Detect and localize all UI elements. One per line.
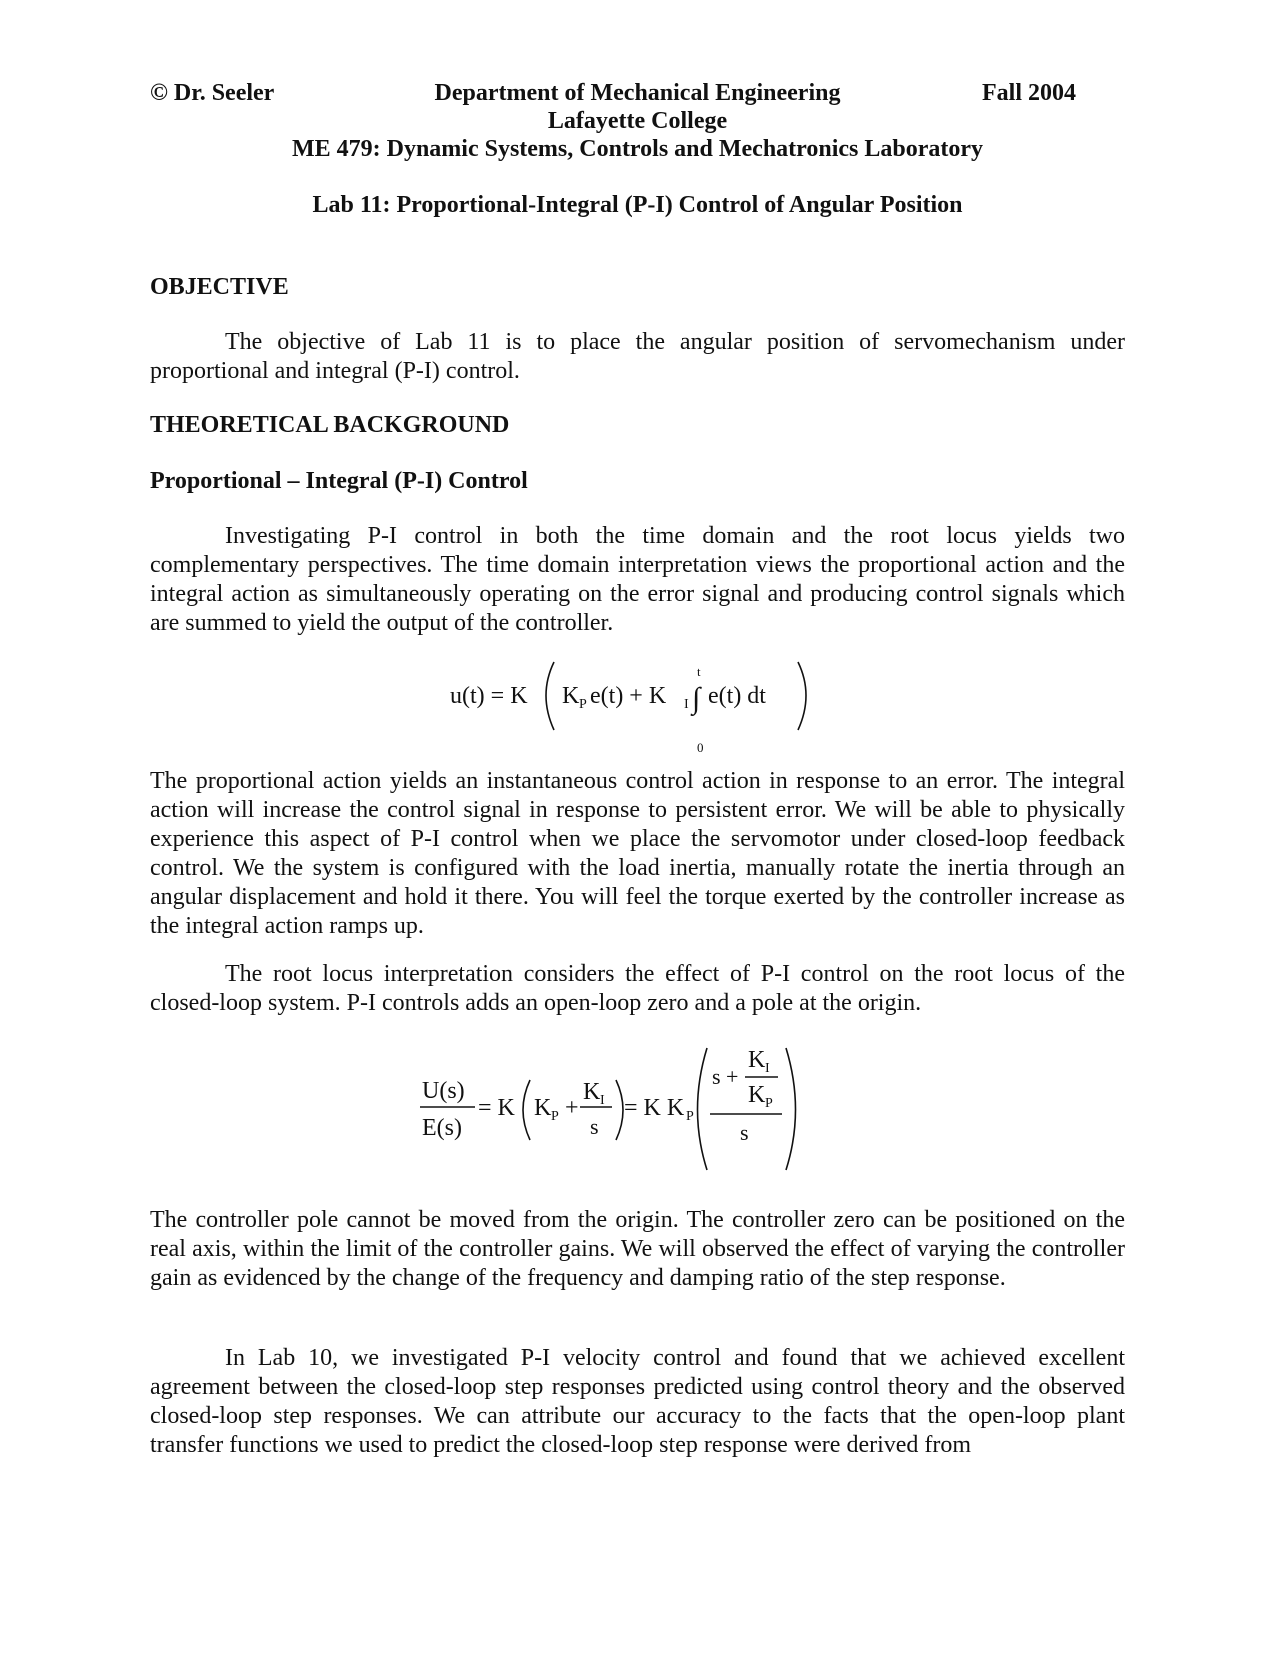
objective-paragraph: The objective of Lab 11 is to place the angular position of servomechanism under proportional and integral (P-I) control. — [150, 329, 1125, 384]
paragraph-time-domain: Investigating P-I control in both the time domain and the root locus yields two complementary perspectives. The time domain interpretation views the proportional action and the integral action as simultaneously operating on the error signal and producing control signals which are summed to yield the output of the controller. — [150, 523, 1125, 636]
author-copyright: © Dr. Seeler — [150, 80, 275, 106]
eq1-kp: K — [562, 683, 580, 709]
eq2-numerator: U(s) — [422, 1078, 465, 1104]
theory-heading: THEORETICAL BACKGROUND — [150, 412, 510, 438]
eq1-upper-limit: t — [697, 664, 701, 679]
paragraph-root-locus: The root locus interpretation considers the effect of P-I control on the root locus of the closed-loop system. P-I controls adds an open-loop zero and a pole at the origin. — [150, 961, 1125, 1016]
eq2-right-paren — [616, 1080, 623, 1140]
paragraph-lab10: In Lab 10, we investigated P-I velocity control and found that we achieved excellent agreement between the closed-loop step responses predicted using control theory and the observed closed-loop step responses. We can attribute our accuracy to the facts that the open-loop plant transfer functions we used to predict the closed-loop step response were derived from — [150, 1345, 1125, 1458]
eq1-left-paren — [546, 662, 554, 730]
equation-transfer-function — [420, 1040, 840, 1187]
eq2-kp-inner: K — [748, 1082, 766, 1108]
eq2-ki-inner: K — [748, 1047, 766, 1073]
eq1-lhs: u(t) = K — [450, 683, 528, 709]
eq2-kp: K — [534, 1095, 552, 1121]
eq2-equals-k: = K — [478, 1095, 515, 1121]
eq2-sub-p: P — [551, 1109, 559, 1124]
eq1-integrand: e(t) dt — [708, 683, 766, 709]
eq2-sub-i-inner: I — [765, 1061, 770, 1076]
eq2-plus: + — [565, 1095, 579, 1121]
eq2-ki: K — [583, 1079, 601, 1105]
eq2-s-plus: s + — [712, 1064, 739, 1089]
eq1-right-paren — [798, 662, 806, 730]
eq1-integral-sign: ∫ — [692, 682, 701, 715]
eq1-e-term: e(t) + K — [590, 683, 667, 709]
eq2-s-denominator: s — [590, 1114, 599, 1139]
eq2-big-left-paren — [698, 1048, 708, 1170]
eq2-sub-p-2: P — [686, 1109, 694, 1124]
paragraph-proportional-action: The proportional action yields an instantaneous control action in response to an error. The integral action will increase the control signal in response to persistent error. We will be able to physically experience this aspect of P-I control when we place the servomotor under closed-loop feedback control. We the system is configured with the load inertia, manually rotate the inertia through an angular displacement and hold it there. You will feel the torque exerted by the controller increase as the integral action ramps up. — [150, 768, 1125, 939]
pi-control-heading: Proportional – Integral (P-I) Control — [150, 468, 528, 494]
lab-title: Lab 11: Proportional-Integral (P-I) Control of Angular Position — [312, 192, 963, 218]
eq1-sub-p: P — [579, 697, 587, 712]
eq1-lower-limit: 0 — [697, 740, 704, 755]
eq2-sub-p-inner: P — [765, 1096, 773, 1111]
eq2-big-right-paren — [786, 1048, 796, 1170]
eq2-equals-kkp: = K K — [624, 1095, 685, 1121]
eq2-s-bottom: s — [740, 1120, 749, 1145]
eq2-left-paren — [523, 1080, 530, 1140]
college-name: Lafayette College — [547, 108, 728, 134]
eq1-sub-i: I — [684, 697, 689, 712]
course-title: ME 479: Dynamic Systems, Controls and Mechatronics Laboratory — [291, 136, 984, 162]
objective-heading: OBJECTIVE — [150, 274, 289, 300]
eq2-sub-i: I — [600, 1093, 605, 1108]
equation-control-law — [450, 650, 780, 767]
department-name: Department of Mechanical Engineering — [434, 80, 841, 106]
paragraph-controller-pole: The controller pole cannot be moved from the origin. The controller zero can be positioned on the real axis, within the limit of the controller gains. We will observed the effect of varying the controller gain as evidenced by the change of the frequency and damping ratio of the step response. — [150, 1207, 1125, 1291]
semester: Fall 2004 — [982, 80, 1076, 106]
eq2-denominator: E(s) — [422, 1115, 462, 1141]
